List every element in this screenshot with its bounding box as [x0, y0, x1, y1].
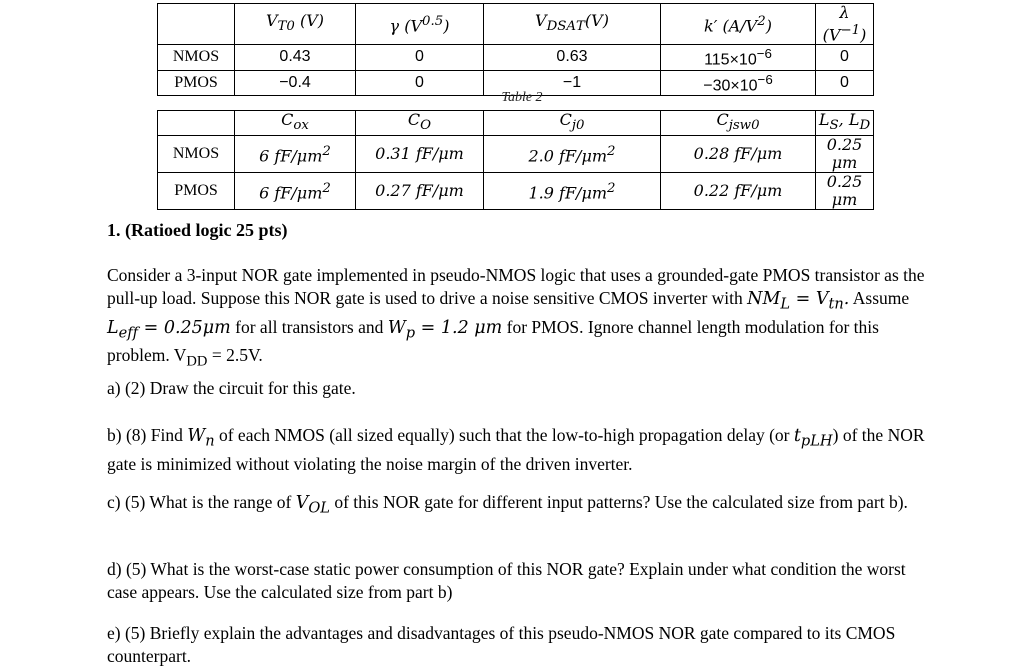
- part-b-text-3: ) of the NOR gate is minimized without violating the noise margin of the driven inverter.: [107, 425, 925, 474]
- header-lambda: [816, 4, 874, 45]
- header-ls-ld: [816, 111, 874, 136]
- vt0-symbol: 𝑉: [265, 11, 278, 31]
- kprime-exp: −6: [757, 71, 773, 87]
- cj0-value: [484, 173, 661, 210]
- ls-ld-value: 0.25 𝜇𝑚: [816, 173, 874, 210]
- vol-expression: [295, 493, 330, 517]
- table1-header-row: [158, 4, 874, 45]
- gamma-symbol: 𝛾 (𝑉: [389, 16, 422, 36]
- ld-symbol: , 𝐿: [838, 110, 860, 129]
- header-kprime: [661, 4, 816, 45]
- cj0-value-exp: 2: [607, 144, 616, 160]
- vt0-value: 0.43: [235, 45, 356, 70]
- part-d: d) (5) What is the worst-case static power consumption of this NOR gate? Explain under what condition the worst case appears. Use the calculated size from part b): [107, 559, 906, 602]
- vtn-subscript: 𝑡𝑛: [828, 295, 844, 313]
- cj0-symbol: 𝐶: [559, 110, 572, 129]
- wp-value: = 1.2 μm: [415, 317, 503, 338]
- table2-header-row: [158, 111, 874, 136]
- part-c: [107, 491, 929, 520]
- cjsw0-value: 0.22 𝑓𝐹/𝜇𝑚: [661, 173, 816, 210]
- lambda-value: 0: [816, 45, 874, 70]
- device-parameters-table: [157, 3, 874, 96]
- kprime-exponent: 2: [757, 14, 766, 29]
- part-b-text-1: b) (8) Find: [107, 425, 188, 445]
- leff-subscript: 𝑒𝑓𝑓: [118, 324, 139, 341]
- cj0-value-text: 2.0 𝑓𝐹/𝜇𝑚: [528, 146, 608, 166]
- wn-expression: [187, 426, 215, 450]
- part-e: e) (5) Briefly explain the advantages and disadvantages of this pseudo-NMOS NOR gate compared to its CMOS counterpart.: [107, 623, 896, 666]
- wn-symbol: 𝑊: [187, 426, 206, 446]
- cj0-value: [484, 136, 661, 173]
- cox-value-text: 6 𝑓𝐹/𝜇𝑚: [259, 183, 323, 203]
- cjsw0-subscript: 𝑗𝑠𝑤0: [728, 118, 760, 134]
- co-value: 0.31 𝑓𝐹/𝜇𝑚: [356, 136, 484, 173]
- intro-text-1: Consider a 3-input NOR gate implemented in pseudo-NMOS logic that uses a grounded-gate PMOS transistor as the pull-up load. Suppose this NOR gate is used to drive a noise sensitive CMOS inverter with: [107, 265, 925, 308]
- kprime-base: 115×10: [704, 51, 757, 69]
- part-c-text-1: c) (5) What is the range of: [107, 492, 296, 512]
- table2-row-pmos: [158, 173, 874, 210]
- ls-symbol: 𝐿: [818, 110, 830, 129]
- nml-expression: [747, 289, 850, 313]
- vt0-value: −0.4: [235, 70, 356, 95]
- capacitance-parameters-table: [157, 110, 874, 210]
- problem-heading: 1. (Ratioed logic 25 pts): [107, 220, 288, 240]
- table1-row-nmos: [158, 45, 874, 70]
- gamma-exponent: 0.5: [422, 14, 444, 29]
- cox-value: [235, 136, 356, 173]
- header-vt0: [235, 4, 356, 45]
- leff-expression: [107, 317, 231, 341]
- cj0-subscript: 𝑗0: [571, 118, 585, 134]
- header-vdsat: [484, 4, 661, 45]
- cjsw0-value: 0.28 𝑓𝐹/𝜇𝑚: [661, 136, 816, 173]
- wp-subscript: 𝑝: [405, 324, 416, 341]
- vdsat-unit: (𝑉): [584, 11, 609, 31]
- row-label: PMOS: [158, 70, 235, 95]
- vdsat-value: −1: [484, 70, 661, 95]
- part-a: a) (2) Draw the circuit for this gate.: [107, 378, 356, 398]
- part-c-text-2: of this NOR gate for different input patterns? Use the calculated size from part b).: [329, 492, 908, 512]
- intro-text-3: for all transistors and: [230, 316, 388, 337]
- wp-symbol: 𝑊: [387, 317, 406, 338]
- vdsat-value: 0.63: [484, 45, 661, 70]
- tplh-symbol: 𝑡: [793, 426, 801, 446]
- cj0-value-exp: 2: [607, 181, 616, 197]
- problem-intro: [107, 264, 929, 374]
- header-co: [356, 111, 484, 136]
- tplh-expression: [793, 426, 833, 450]
- co-value: 0.27 𝑓𝐹/𝜇𝑚: [356, 173, 484, 210]
- vol-subscript: 𝑂𝐿: [308, 499, 330, 517]
- row-label: NMOS: [158, 136, 235, 173]
- part-b-text-2: of each NMOS (all sized equally) such that the low-to-high propagation delay (or: [214, 425, 794, 445]
- intro-text-5: = 2.5V.: [207, 345, 263, 365]
- tplh-subscript: 𝑝𝐿𝐻: [800, 432, 833, 450]
- gamma-close: ): [443, 16, 450, 36]
- table1-corner-cell: [158, 4, 235, 45]
- vdd-subscript: DD: [186, 353, 208, 370]
- wn-subscript: 𝑛: [205, 432, 215, 450]
- lambda-value: 0: [816, 70, 874, 95]
- nml-period: .: [843, 289, 850, 309]
- header-gamma: [356, 4, 484, 45]
- leff-value: = 0.25μm: [138, 317, 231, 338]
- kprime-value: [661, 45, 816, 70]
- nml-symbol: 𝑁𝑀: [747, 289, 781, 309]
- header-cj0: [484, 111, 661, 136]
- cox-value-text: 6 𝑓𝐹/𝜇𝑚: [259, 146, 323, 166]
- gamma-value: 0: [356, 45, 484, 70]
- vt0-unit: (𝑉): [294, 11, 325, 31]
- ls-ld-value: 0.25 𝜇𝑚: [816, 136, 874, 173]
- lambda-symbol: 𝜆 (𝑉: [822, 3, 850, 45]
- co-symbol: 𝐶: [407, 110, 421, 129]
- kprime-base: −30×10: [703, 76, 758, 94]
- header-cjsw0: [661, 111, 816, 136]
- cox-value-exp: 2: [322, 144, 331, 160]
- lambda-close: ): [860, 25, 867, 45]
- co-subscript: 𝑂: [420, 118, 432, 134]
- vdsat-symbol: 𝑉: [535, 11, 547, 31]
- cox-symbol: 𝐶: [281, 110, 294, 129]
- ls-subscript: 𝑆: [829, 118, 839, 134]
- kprime-close: ): [765, 16, 772, 36]
- row-label: PMOS: [158, 173, 235, 210]
- table2-row-nmos: [158, 136, 874, 173]
- table2-caption: Table 2: [501, 90, 543, 105]
- cox-value: [235, 173, 356, 210]
- lambda-exponent: −1: [840, 23, 861, 38]
- vdsat-subscript: 𝐷𝑆𝐴𝑇: [546, 19, 585, 35]
- nml-subscript: 𝐿: [780, 295, 791, 313]
- vt0-subscript: 𝑇0: [277, 19, 295, 35]
- wp-expression: [387, 317, 503, 341]
- table2-corner-cell: [158, 111, 235, 136]
- kprime-exp: −6: [756, 46, 772, 62]
- row-label: NMOS: [158, 45, 235, 70]
- vol-symbol: 𝑉: [295, 493, 309, 513]
- leff-symbol: 𝐿: [107, 317, 119, 338]
- kprime-symbol: 𝑘′ (𝐴/𝑉: [704, 16, 758, 36]
- cox-subscript: 𝑜𝑥: [293, 118, 309, 134]
- cj0-value-text: 1.9 𝑓𝐹/𝜇𝑚: [528, 183, 608, 203]
- kprime-value: [661, 70, 816, 95]
- header-cox: [235, 111, 356, 136]
- vtn-symbol: = 𝑉: [790, 289, 829, 309]
- cjsw0-symbol: 𝐶: [716, 110, 729, 129]
- ld-subscript: 𝐷: [859, 118, 871, 134]
- part-b: [107, 424, 929, 476]
- cox-value-exp: 2: [322, 181, 331, 197]
- gamma-value: 0: [356, 70, 484, 95]
- intro-text-4: for PMOS. Ignore channel length modulation for this problem. V: [107, 316, 879, 365]
- intro-text-2: Assume: [849, 288, 910, 308]
